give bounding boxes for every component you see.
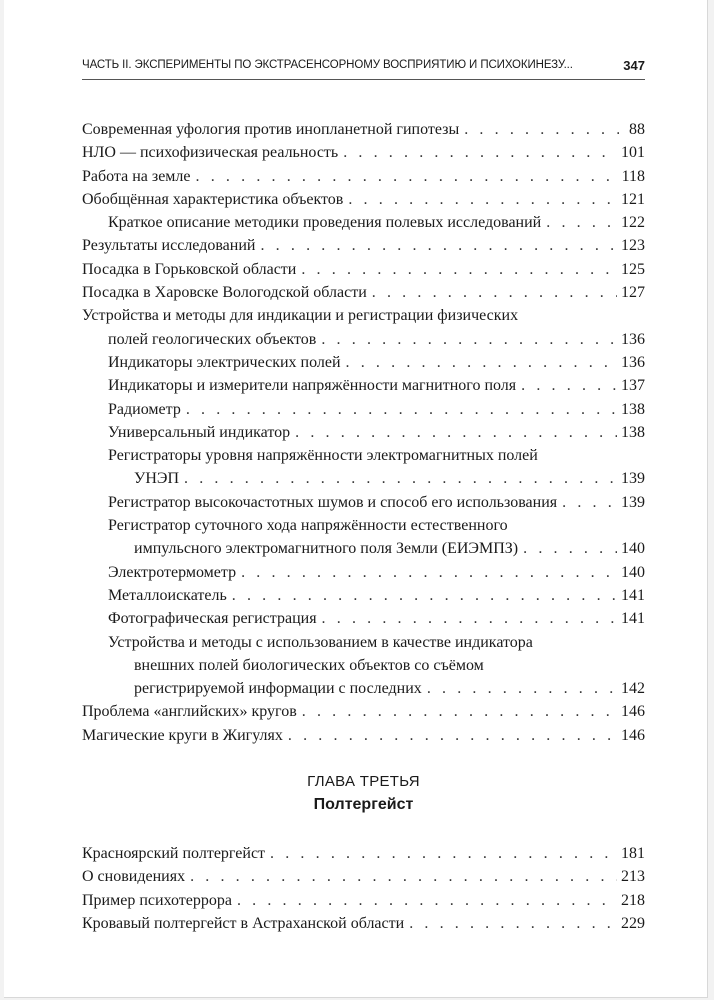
toc-page-number: 139	[621, 470, 645, 488]
toc-entry-title: Красноярский полтергейст	[82, 845, 266, 862]
toc-entry	[82, 865, 645, 888]
toc-entry	[82, 211, 645, 234]
toc-page-number: 101	[621, 144, 645, 162]
toc-item	[82, 374, 645, 397]
toc-item	[82, 398, 645, 421]
toc-entry	[82, 561, 645, 584]
toc-entry	[82, 351, 645, 374]
toc-page-number: 138	[621, 400, 645, 418]
toc-entry-title: Посадка в Горьковской области	[82, 260, 297, 278]
toc-entry-title: Проблема «английских» кругов	[82, 703, 297, 721]
toc-entry-title: Регистратор высокочастотных шумов и способ его использования	[108, 493, 558, 511]
running-head	[82, 57, 645, 80]
toc-entry-title-line: Регистраторы уровня напряжённости электромагнитных полей	[108, 447, 538, 465]
dot-leader	[523, 537, 617, 560]
toc-page-number: 138	[621, 423, 645, 441]
toc-page-number: 140	[621, 540, 645, 558]
toc-entry-title: Индикаторы электрических полей	[108, 353, 341, 371]
toc-item	[82, 584, 645, 607]
toc-item	[82, 491, 645, 514]
dot-leader	[190, 865, 617, 888]
toc-item	[82, 304, 645, 351]
dot-leader	[232, 584, 617, 607]
toc-entry-title: УНЭП	[134, 470, 179, 488]
toc-entry-title: Результаты исследований	[82, 237, 256, 255]
toc-page-number: 213	[621, 868, 645, 886]
toc-item	[82, 514, 645, 561]
toc-item	[82, 118, 645, 141]
toc-page-number: 181	[621, 845, 645, 862]
toc-entry-title: Пример психотеррора	[82, 891, 232, 909]
table-of-contents-chapter-3	[82, 842, 645, 935]
toc-entry-title: Кровавый полтергейст в Астраханской области	[82, 914, 405, 932]
toc-entry-title: Работа на земле	[82, 167, 191, 185]
toc-entry-title: Современная уфология против инопланетной гипотезы	[82, 121, 460, 138]
toc-entry-title: Универсальный индикатор	[108, 423, 291, 441]
toc-entry	[82, 584, 645, 607]
toc-entry	[82, 398, 645, 421]
toc-page-number: 142	[621, 680, 645, 698]
toc-entry	[82, 188, 645, 211]
toc-entry-title: Электротермометр	[108, 563, 237, 581]
dot-leader	[302, 700, 617, 723]
toc-item	[82, 561, 645, 584]
dot-leader	[343, 141, 617, 164]
dot-leader	[301, 258, 617, 281]
toc-entry-title: регистрируемой информации с последних	[134, 680, 422, 698]
chapter-label: ГЛАВА ТРЕТЬЯ	[307, 773, 420, 790]
dot-leader	[321, 328, 617, 351]
dot-leader	[409, 912, 617, 935]
dot-leader	[288, 724, 617, 747]
table-of-contents	[82, 118, 645, 747]
toc-page-number: 121	[621, 190, 645, 208]
toc-entry	[82, 165, 645, 188]
toc-entry-title-line: внешних полей биологических объектов со съёмом	[134, 656, 484, 674]
toc-page-number: 137	[621, 377, 645, 395]
toc-item	[82, 351, 645, 374]
toc-item	[82, 211, 645, 234]
toc-item	[82, 889, 645, 912]
toc-item	[82, 141, 645, 164]
toc-entry-title: Фотографическая регистрация	[108, 610, 317, 628]
toc-page-number: 123	[621, 237, 645, 255]
toc-entry	[82, 258, 645, 281]
dot-leader	[521, 374, 617, 397]
toc-item	[82, 258, 645, 281]
toc-entry	[82, 842, 645, 865]
toc-entry-title: Металлоискатель	[108, 586, 227, 604]
dot-leader	[427, 677, 617, 700]
toc-item	[82, 842, 645, 865]
running-title: ЧАСТЬ II. ЭКСПЕРИМЕНТЫ ПО ЭКСТРАСЕНСОРНОМУ ВОСПРИЯТИЮ И ПСИХОКИНЕЗУ...	[82, 59, 573, 71]
dot-leader	[546, 211, 617, 234]
toc-page-number: 141	[621, 610, 645, 628]
dot-leader	[562, 491, 617, 514]
toc-item	[82, 724, 645, 747]
page-number: 347	[623, 58, 645, 73]
toc-page-number: 146	[621, 703, 645, 721]
toc-entry	[82, 889, 645, 912]
dot-leader	[184, 467, 617, 490]
toc-entry	[82, 677, 645, 700]
toc-entry	[82, 491, 645, 514]
dot-leader	[196, 165, 618, 188]
toc-item	[82, 444, 645, 491]
dot-leader	[322, 607, 617, 630]
toc-entry	[82, 328, 645, 351]
toc-entry-title: НЛО — психофизическая реальность	[82, 144, 339, 162]
toc-entry-title: Индикаторы и измерители напряжённости магнитного поля	[108, 377, 517, 395]
toc-item	[82, 631, 645, 701]
toc-entry	[82, 467, 645, 490]
toc-entry-title: Обобщённая характеристика объектов	[82, 190, 344, 208]
toc-entry-title: Краткое описание методики проведения полевых исследований	[108, 214, 542, 232]
toc-page-number: 122	[621, 214, 645, 232]
toc-entry	[82, 421, 645, 444]
toc-page-number: 125	[621, 260, 645, 278]
toc-item	[82, 700, 645, 723]
toc-page-number: 141	[621, 586, 645, 604]
toc-entry	[82, 234, 645, 257]
toc-entry-title: О сновидениях	[82, 868, 186, 886]
toc-page-number: 136	[621, 353, 645, 371]
toc-page-number: 140	[621, 563, 645, 581]
toc-entry-title-line: Устройства и методы для индикации и регистрации физических	[82, 307, 519, 325]
dot-leader	[186, 398, 617, 421]
toc-page-number: 118	[621, 167, 645, 185]
book-page	[4, 0, 708, 998]
toc-page-number: 127	[621, 284, 645, 302]
toc-page-number: 136	[621, 330, 645, 348]
toc-page-number: 229	[621, 914, 645, 932]
toc-entry-title: импульсного электромагнитного поля Земли (ЕИЭМПЗ)	[134, 540, 519, 558]
dot-leader	[241, 561, 617, 584]
toc-entry	[82, 118, 645, 141]
dot-leader	[464, 118, 619, 141]
toc-entry	[82, 912, 645, 935]
toc-entry	[82, 537, 645, 560]
toc-item	[82, 188, 645, 211]
dot-leader	[237, 889, 617, 912]
toc-item	[82, 165, 645, 188]
toc-entry-title: Радиометр	[108, 400, 181, 418]
toc-entry	[82, 281, 645, 304]
dot-leader	[346, 351, 617, 374]
toc-entry-title: полей геологических объектов	[108, 330, 317, 348]
chapter-heading	[82, 771, 645, 817]
dot-leader	[348, 188, 617, 211]
toc-page-number: 146	[621, 726, 645, 744]
dot-leader	[260, 234, 617, 257]
toc-entry-title: Посадка в Харовске Вологодской области	[82, 284, 367, 302]
toc-entry	[82, 724, 645, 747]
dot-leader	[372, 281, 617, 304]
dot-leader	[295, 421, 617, 444]
toc-page-number: 88	[629, 121, 645, 138]
toc-item	[82, 865, 645, 888]
toc-page-number: 139	[621, 493, 645, 511]
toc-entry-title: Магические круги в Жигулях	[82, 726, 283, 744]
toc-entry	[82, 700, 645, 723]
toc-item	[82, 607, 645, 630]
toc-entry-title-line: Регистратор суточного хода напряжённости естественного	[108, 517, 508, 535]
toc-item	[82, 912, 645, 935]
toc-entry-title-line: Устройства и методы с использованием в качестве индикатора	[108, 633, 533, 651]
toc-item	[82, 421, 645, 444]
toc-entry	[82, 141, 645, 164]
toc-item	[82, 234, 645, 257]
toc-item	[82, 281, 645, 304]
toc-entry	[82, 607, 645, 630]
chapter-title: Полтергейст	[313, 796, 414, 813]
dot-leader	[270, 842, 617, 865]
toc-page-number: 218	[621, 891, 645, 909]
toc-entry	[82, 374, 645, 397]
